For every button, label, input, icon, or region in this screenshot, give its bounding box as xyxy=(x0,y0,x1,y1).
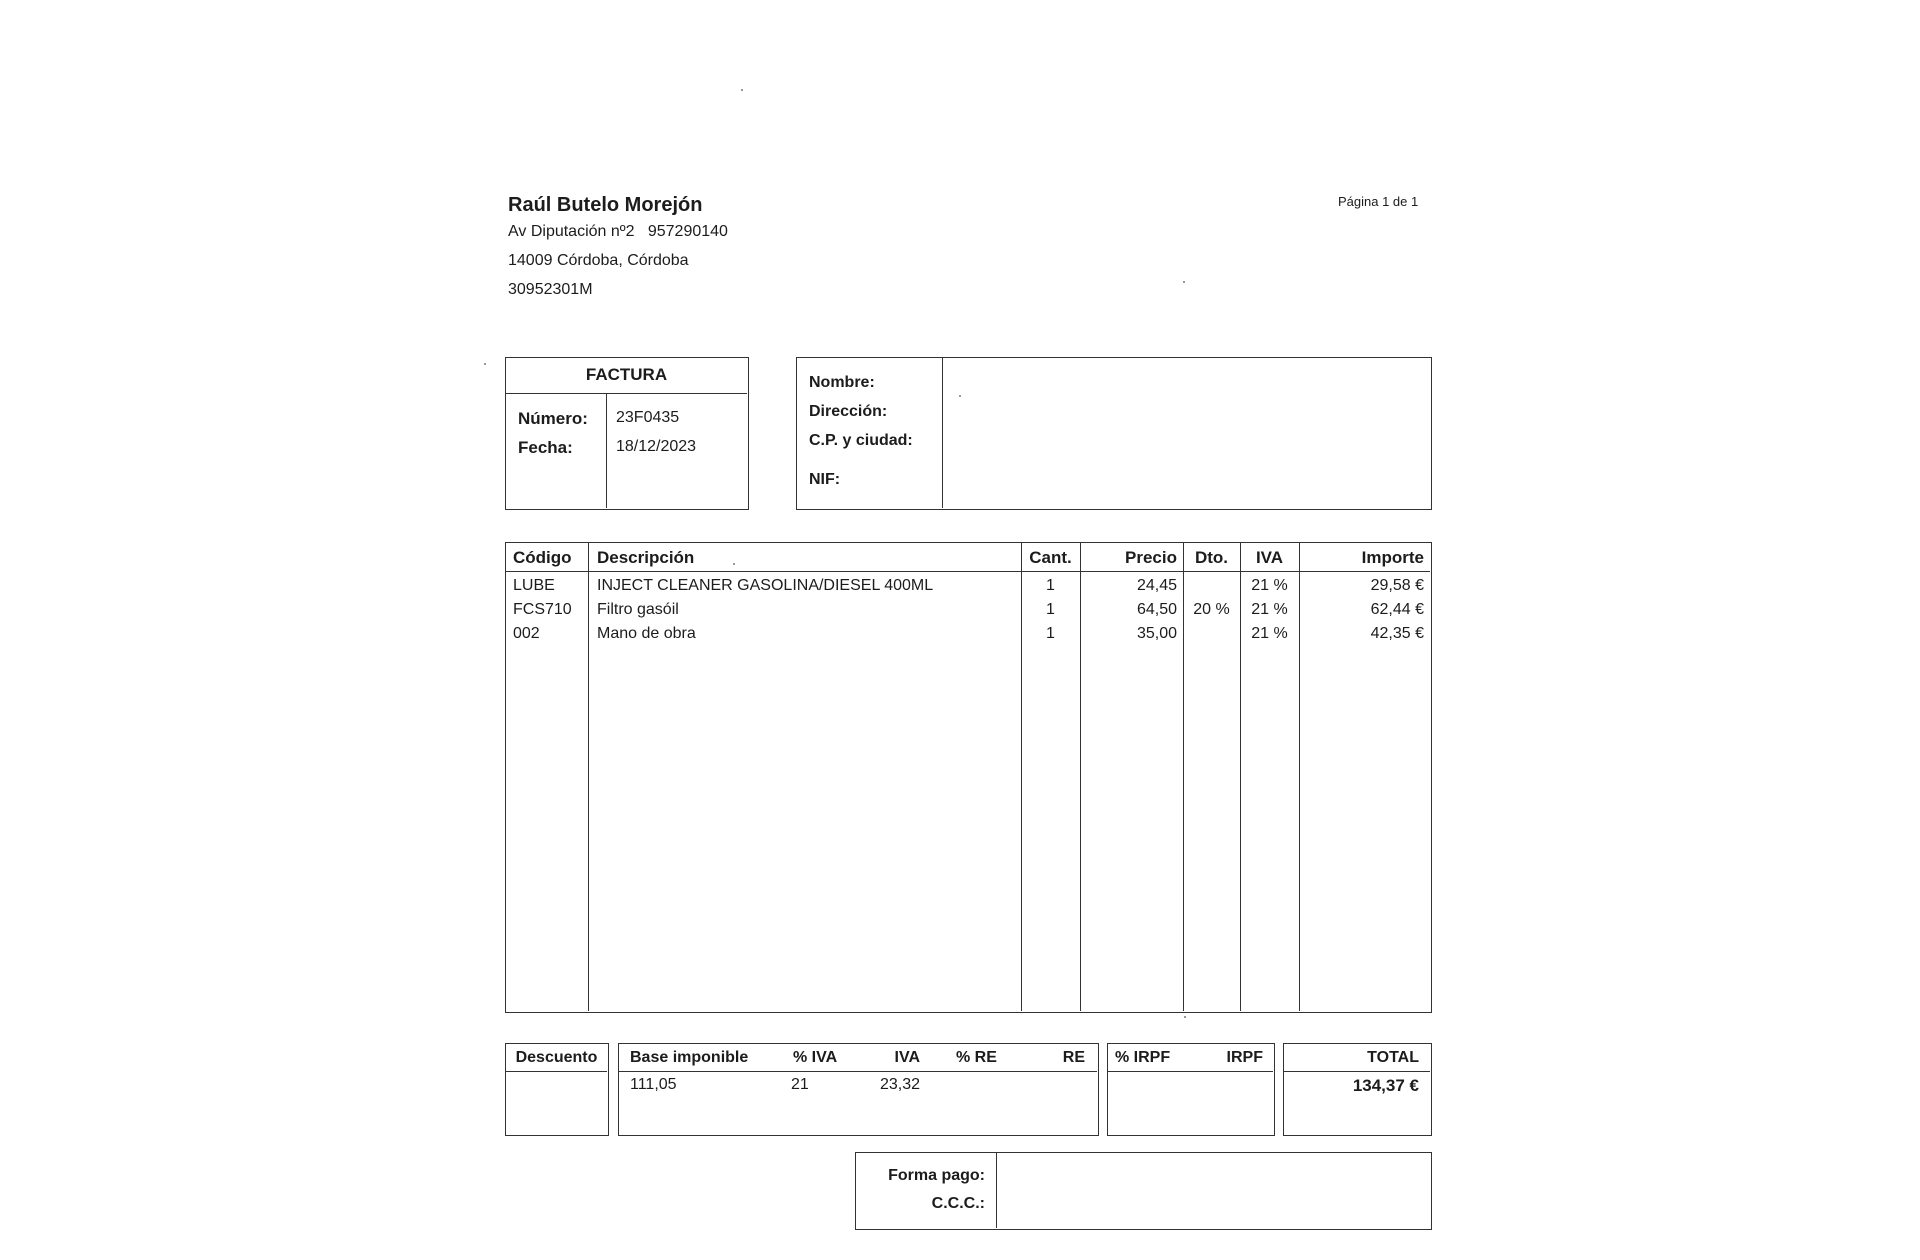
irpf-label: IRPF xyxy=(1226,1049,1263,1066)
invoice-box xyxy=(505,357,749,510)
pct-re-label: % RE xyxy=(956,1049,997,1066)
base-label: Base imponible xyxy=(630,1049,749,1066)
scan-speck xyxy=(484,363,486,365)
client-box xyxy=(796,357,1432,510)
issuer-city: 14009 Córdoba, Córdoba xyxy=(508,252,689,269)
row-0-iva: 21 % xyxy=(1251,577,1288,594)
scan-speck xyxy=(741,89,743,91)
invoice-date-label: Fecha: xyxy=(518,438,573,457)
header-cant: Cant. xyxy=(1029,548,1072,567)
invoice-date-value: 18/12/2023 xyxy=(616,438,697,455)
client-nif-label: NIF: xyxy=(809,471,841,488)
row-0-precio: 24,45 xyxy=(1136,577,1177,594)
items-table xyxy=(505,542,1432,1013)
row-1-importe: 62,44 € xyxy=(1370,601,1424,618)
issuer-address: Av Diputación nº2 957290140 xyxy=(508,223,728,240)
client-address-label: Dirección: xyxy=(809,403,888,420)
header-importe: Importe xyxy=(1361,548,1424,567)
re-label: RE xyxy=(1062,1049,1085,1066)
row-2-iva: 21 % xyxy=(1251,625,1288,642)
scan-speck xyxy=(733,563,735,565)
scan-speck xyxy=(1183,281,1185,283)
row-1-dto: 20 % xyxy=(1193,601,1230,618)
header-descripcion: Descripción xyxy=(597,548,695,567)
base-value: 111,05 xyxy=(630,1076,677,1093)
iva-label: IVA xyxy=(894,1049,920,1066)
row-2-codigo: 002 xyxy=(513,625,540,642)
invoice-number-value: 23F0435 xyxy=(616,409,680,426)
iva-value: 23,32 xyxy=(879,1076,920,1093)
row-1-cant: 1 xyxy=(1046,601,1055,618)
client-name-label: Nombre: xyxy=(809,374,875,391)
scan-speck xyxy=(1184,1016,1186,1018)
scan-speck xyxy=(959,395,961,397)
row-1-precio: 64,50 xyxy=(1136,601,1177,618)
discount-box xyxy=(505,1043,609,1136)
page-number: Página 1 de 1 xyxy=(1338,194,1419,209)
discount-label: Descuento xyxy=(515,1049,598,1066)
header-codigo: Código xyxy=(513,548,572,567)
invoice-title: FACTURA xyxy=(585,365,668,384)
total-value: 134,37 € xyxy=(1352,1076,1419,1095)
payment-method-label: Forma pago: xyxy=(888,1167,985,1184)
header-iva: IVA xyxy=(1255,548,1284,567)
invoice-number-label: Número: xyxy=(518,409,588,428)
ccc-label: C.C.C.: xyxy=(931,1195,985,1212)
row-0-descripcion: INJECT CLEANER GASOLINA/DIESEL 400ML xyxy=(597,577,934,594)
total-label: TOTAL xyxy=(1367,1049,1419,1066)
total-box xyxy=(1283,1043,1432,1136)
payment-box xyxy=(855,1152,1432,1230)
row-1-codigo: FCS710 xyxy=(513,601,572,618)
row-2-cant: 1 xyxy=(1046,625,1055,642)
tax-base-box xyxy=(618,1043,1099,1136)
row-1-iva: 21 % xyxy=(1251,601,1288,618)
header-dto: Dto. xyxy=(1194,548,1229,567)
pct-iva-value: 21 xyxy=(791,1076,809,1093)
row-2-descripcion: Mano de obra xyxy=(597,625,696,642)
row-2-precio: 35,00 xyxy=(1136,625,1177,642)
pct-iva-label: % IVA xyxy=(793,1049,838,1066)
row-0-codigo: LUBE xyxy=(513,577,555,594)
client-cp-label: C.P. y ciudad: xyxy=(809,432,913,449)
row-0-cant: 1 xyxy=(1046,577,1055,594)
row-2-importe: 42,35 € xyxy=(1370,625,1424,642)
issuer-name: Raúl Butelo Morejón xyxy=(508,194,703,216)
issuer-nif: 30952301M xyxy=(508,281,593,298)
row-1-descripcion: Filtro gasóil xyxy=(597,601,679,618)
irpf-box xyxy=(1107,1043,1275,1136)
pct-irpf-label: % IRPF xyxy=(1115,1049,1171,1066)
row-0-importe: 29,58 € xyxy=(1370,577,1424,594)
header-precio: Precio xyxy=(1125,548,1177,567)
